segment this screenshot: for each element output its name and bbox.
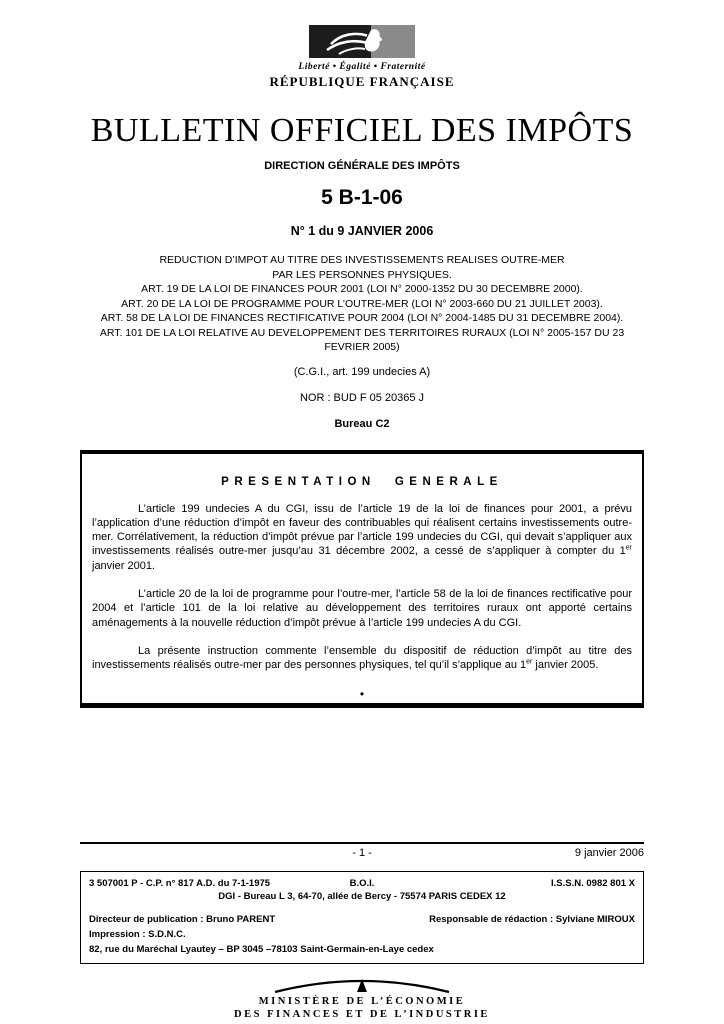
- cgi-reference: (C.G.I., art. 199 undecies A): [293, 365, 431, 378]
- nor-reference: NOR : BUD F 05 20365 J: [299, 391, 425, 404]
- bureau-reference: Bureau C2: [334, 417, 390, 430]
- ministry-line-2: DES FINANCES ET DE L’INDUSTRIE: [234, 1008, 490, 1020]
- republic-motto: Liberté • Égalité • Fraternité: [298, 62, 426, 72]
- imprint-row-1: [89, 877, 635, 890]
- imprint-issn: I.S.S.N. 0982 801 X: [551, 877, 635, 889]
- subject-line: PAR LES PERSONNES PHYSIQUES.: [272, 268, 452, 281]
- presentation-generale-box: [80, 450, 644, 708]
- imprint-director: Directeur de publication : Bruno PARENT: [89, 913, 276, 925]
- ministry-line-1: MINISTÈRE DE L’ÉCONOMIE: [258, 995, 466, 1007]
- imprint-editor: Responsable de rédaction : Sylviane MIROUX: [429, 913, 635, 925]
- page-number: - 1 -: [352, 846, 372, 859]
- footer-spacer: [80, 847, 268, 859]
- imprint-row-3: [89, 913, 635, 926]
- imprint-boi: B.O.I.: [349, 877, 375, 889]
- subject-line: ART. 101 DE LA LOI RELATIVE AU DEVELOPPEMENT DES TERRITOIRES RURAUX (LOI N° 2005-157 DU 23 FEVRIER 2005): [99, 326, 625, 353]
- direction-subtitle: DIRECTION GÉNÉRALE DES IMPÔTS: [264, 160, 460, 172]
- presentation-heading: PRESENTATION GENERALE: [221, 475, 503, 488]
- presentation-paragraph-3: La présente instruction commente l’ensemble du dispositif de réduction d’impôt au titre des investissements réalisés outre-mer par des personnes physiques, tel qu’il s’applique au 1er janvier 2005.: [92, 644, 632, 672]
- imprint-ref: 3 507001 P - C.P. n° 817 A.D. du 7-1-1975: [89, 877, 271, 889]
- subject-block: [80, 253, 644, 355]
- imprint-print-address: 82, rue du Maréchal Lyautey – BP 3045 –78103 Saint-Germain-en-Laye cedex: [89, 943, 434, 955]
- republique-francaise-logo: [0, 25, 724, 90]
- subject-line: ART. 58 DE LA LOI DE FINANCES RECTIFICATIVE POUR 2004 (LOI N° 2004-1485 DU 31 DECEMBRE 2004).: [100, 312, 624, 324]
- imprint-box: [80, 871, 644, 964]
- subject-line: ART. 19 DE LA LOI DE FINANCES POUR 2001 (LOI N° 2000-1352 DU 30 DECEMBRE 2000).: [141, 283, 583, 295]
- issue-line: N° 1 du 9 JANVIER 2006: [290, 224, 434, 238]
- footer-date: 9 janvier 2006: [574, 846, 644, 859]
- marianne-icon: [309, 25, 415, 58]
- republic-name: RÉPUBLIQUE FRANÇAISE: [269, 74, 455, 89]
- page-title: BULLETIN OFFICIEL DES IMPÔTS: [90, 112, 634, 149]
- imprint-address: DGI - Bureau L 3, 64-70, allée de Bercy - 75574 PARIS CEDEX 12: [218, 890, 506, 902]
- presentation-paragraph-1: L’article 199 undecies A du CGI, issu de l’article 19 de la loi de finances pour 2001, a prévu l’application d’une réduction d’impôt en faveur des contribuables qui réalisent certains investissements outre-mer. Corrélativement, la réduction d’impôt prévue par l’article 199 undecies du CGI, qui devait s’appliquer aux investissements réalisés outre-mer jusqu’au 31 décembre 2002, a cessé de s’appliquer à compter du 1er janvier 2001.: [92, 502, 632, 572]
- footer-rule: [80, 842, 644, 844]
- subject-line: REDUCTION D’IMPOT AU TITRE DES INVESTISSEMENTS REALISES OUTRE-MER: [159, 254, 565, 266]
- page-footer-line: [80, 847, 644, 859]
- section-bullet: •: [359, 687, 365, 702]
- subject-line: ART. 20 DE LA LOI DE PROGRAMME POUR L’OUTRE-MER (LOI N° 2003-660 DU 21 JUILLET 2003).: [121, 297, 603, 310]
- bulletin-number: 5 B-1-06: [321, 186, 403, 209]
- imprint-printing: Impression : S.D.N.C.: [89, 928, 186, 940]
- document-content: [80, 113, 644, 1021]
- presentation-paragraph-2: L’article 20 de la loi de programme pour l’outre-mer, l’article 58 de la loi de finances rectificative pour 2004 et l’article 101 de la loi relative au développement des territoires ruraux ont apporté certains aménagements à la nouvelle réduction d’impôt prévue à l’article 199 undecies A du CGI.: [92, 587, 632, 629]
- ministry-arc-icon: [272, 975, 452, 995]
- ministry-logo: [80, 975, 644, 1021]
